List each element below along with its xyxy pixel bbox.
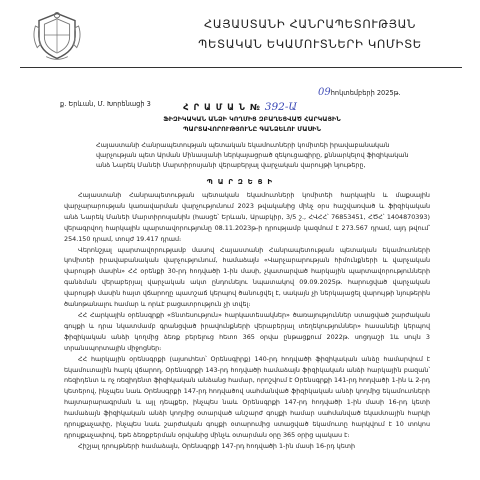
order-date	[318, 87, 468, 98]
body-paragraph: Հայաստանի Հանրապետության պետական եկամուտների կոմիտեի հարկային և մաքսային վարչարարության կառավարման վարչությունում 2023 թվականից մինչ օրս հաշվառված և ֆիզիկական անձ Նարեկ Մանեի Մարտիրոսյանին (հասցե՝ Երևան, Արաբկիր, 3/5 շ., ՀՎՀՀ՝ 76853451, ՀԾՀ՝ 1404870393) վերագրվող հարկային պարտավորությունը 08.11.2023թ-ի դրությամբ կազմում է 273.567 դրամ, այդ թվում՝ 254.150 դրամ, տույժ 19.417 դրամ։	[64, 191, 430, 243]
body-paragraph: Վերոնշյալ պարտավորությամբ մասով Հայաստանի Հանրապետության պետական եկամուտների կոմիտեի իրավաբանական վարչությունում, համաձայն «Վարչարարության հիմունքների և վարչական վարույթի մասին» ՀՀ օրենքի 30-րդ հոդվածի 1-ին մասի, չկատարված հարկային պարտավորությունների գանձման վերաբերյալ վարչական ակտ ընդունելու նպատակով 09.09.2025թ. հարուցված վարչական վարույթի մասին հայտ վճարողը պատշաճ կերպով ծանուցվել է, սակայն չի ներկայացել վարույթի նյութերին ծանոթանալու համար և որևէ բացատրություն չի տվել։	[64, 245, 430, 309]
body-paragraph: Հիշյալ դրույթների համաձայն, Օրենսգրքի 147-րդ հոդվածի 1-ին մասի 16-րդ կետի	[78, 441, 356, 450]
body-paragraph: ՀՀ Հարկային օրենսգրքի «Տնտեսություն» հարկատեսակներ» ծառայություններ ստացված շարժական գույքի և դրա նկատմամբ գրանցված իրավունքների վերաբերյալ տեղեկություններ» հասանելի կերպով ֆիզիկական անձի կողմից ձեռք բերելուց հետո 365 օրվա ընթացքում 2022թ. սոցդաշի 1և սույն 3 տրանսպորտային միջոցներ։	[64, 310, 430, 352]
header-line-2: ՊԵՏԱԿԱՆ ԵԿԱՄՈՒՏՆԵՐԻ ԿՈՄԻՏԵ	[198, 37, 422, 51]
order-number: 392-Ա	[264, 101, 297, 113]
order-subtitle	[60, 114, 444, 134]
header-line-1: ՀԱՅԱՍՏԱՆԻ ՀԱՆՐԱՊԵՏՈՒԹՅԱՆ	[204, 17, 416, 31]
body-paragraph: ՀՀ հարկային օրենսգրքի (այսուհետ՝ Օրենսգիրք) 140-րդ հոդվածի ֆիզիկական անձը համարվում է եկամուտային հարկ վճարող, Օրենսգրքի 143-րդ հոդվածի համաձայն ֆիզիկական անձի հարկային բազան՝ ոեզիդենտ և ոչ ռեզիդենտ ֆիզիկական անձանց համար, որոշվում է Օրենսգրքի 141-րդ հոդվածի 1-ին և 2-րդ կետերով, ինչպես նաև Օրենսգրքի 147-րդ հոդվածով սահմանված ֆիզիկական անձի կողմից եկամուտների հայտարարագրման և այլ դեպքեր, ինչպես նաև Օրենսգրքի 147-րդ հոդվածի 1-ին մասի 16-րդ կետի համաձայն ֆիզիկական անձի կողմից օտարված անշարժ գույքի համար սահմանված եկամտային հարկի դրույքաչափը, ինչպես նաև շարժական գույքի օտարումից ստացված եկամուտը հարկվում է 10 տոկոս դրույքաչափով, եթե ձեռքբերման օրվանից մինչև օտարման օրը 365 օրից պակաս է։	[64, 354, 430, 439]
armenia-coat-of-arms-icon	[30, 8, 84, 62]
order-label: Հ Ր Ա Մ Ա Ն №	[183, 102, 261, 112]
agency-header	[160, 14, 460, 54]
order-body	[64, 190, 430, 452]
section-heading: Պ Ա Ր Զ Ե Ց Ի	[206, 178, 274, 186]
date-suffix: հոկտեմբերի 2025թ.	[330, 89, 401, 97]
header-divider	[20, 67, 462, 68]
preamble: Հայաստանի Հանրապետության պետական եկամուտների կոմիտեի իրավաբանական վարչության պետ Արման Մինասյանի ներկայացրած զեկուցագիրը, քննարկելով ֆիզիկական անձ Նարեկ Մանեի Մարտիրոսյանի վերաբերյալ վարչական վարույթի նյութերը,	[96, 141, 409, 169]
subtitle-line-1: ՖԻԶԻԿԱԿԱՆ ԱՆՁԻ ԿՈՂՄԻՑ ԶԲԱՂԵՑՎԱԾ ՀԱՐԿԱՅԻՆ	[163, 115, 341, 123]
date-day: 09	[318, 87, 331, 98]
subtitle-line-2: ՊԱՐՏԱՎՈՐՈՒԹՅՈՒՆԸ ԳԱՆՁԵԼՈՒ ՄԱՍԻՆ	[183, 125, 321, 133]
order-title	[0, 101, 480, 113]
address: ք. Երևան, Մ. Խորենացի 3	[60, 100, 151, 108]
